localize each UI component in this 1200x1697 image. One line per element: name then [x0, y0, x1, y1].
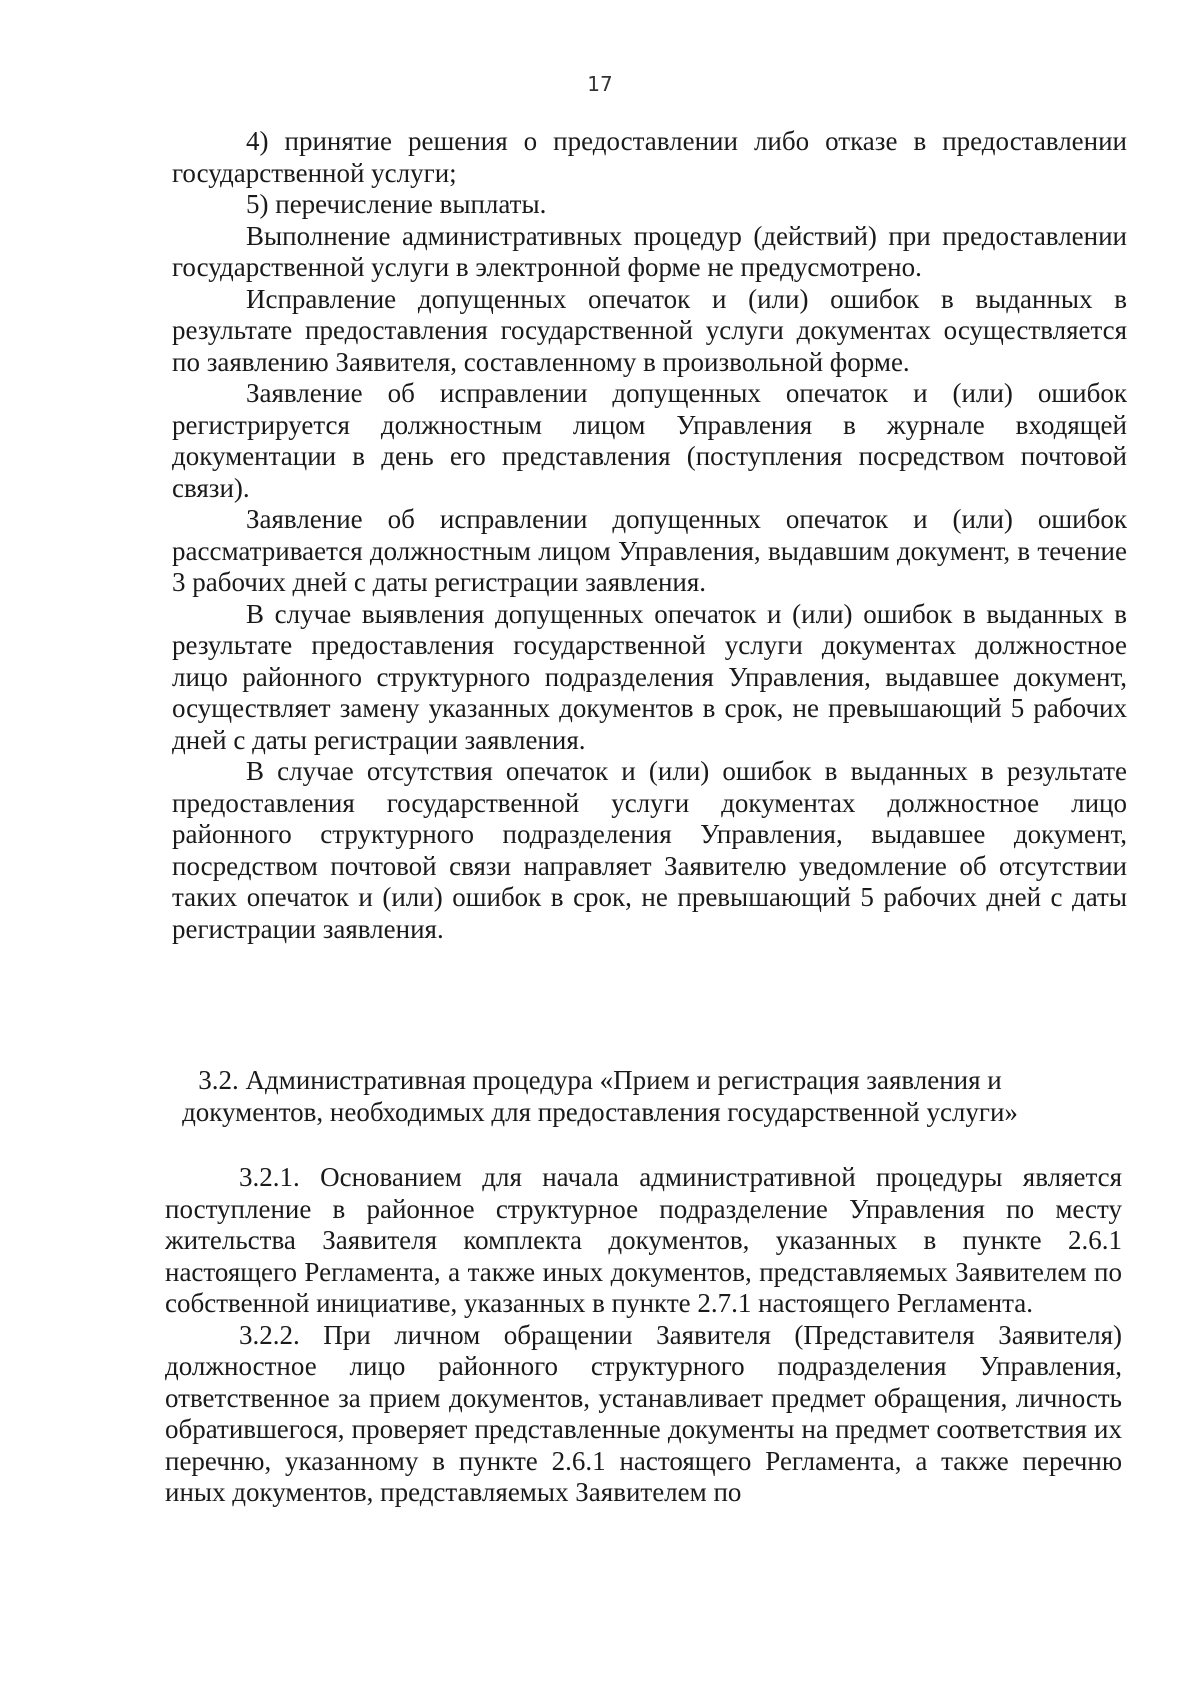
- paragraph: Выполнение административных процедур (действий) при предоставлении государственной услуги в электронной форме не предусмотрено.: [172, 220, 1127, 282]
- paragraph: Исправление допущенных опечаток и (или) ошибок в выданных в результате предоставления государственной услуги документах осуществляется по заявлению Заявителя, составленному в произвольной форме.: [172, 283, 1127, 377]
- section-continuation: [172, 126, 1127, 945]
- paragraph: 4) принятие решения о предоставлении либо отказе в предоставлении государственной услуги;: [172, 126, 1127, 188]
- paragraph: Заявление об исправлении допущенных опечаток и (или) ошибок регистрируется должностным лицом Управления в журнале входящей документации в день его представления (поступления посредством почтовой связи).: [172, 378, 1127, 503]
- page-number: 17: [587, 72, 613, 96]
- paragraph: 3.2.2. При личном обращении Заявителя (Представителя Заявителя) должностное лицо районного структурного подразделения Управления, ответственное за прием документов, устанавливает предмет обращения, личность обратившегося, проверяет представленные документы на предмет соответствия их перечню, указанному в пункте 2.6.1 настоящего Регламента, а также перечню иных документов, представляемых Заявителем по: [165, 1319, 1122, 1507]
- paragraph: В случае отсутствия опечаток и (или) ошибок в выданных в результате предоставления государственной услуги документах должностное лицо районного структурного подразделения Управления, выдавшее документ, посредством почтовой связи направляет Заявителю уведомление об отсутствии таких опечаток и (или) ошибок в срок, не превышающий 5 рабочих дней с даты регистрации заявления.: [172, 756, 1127, 944]
- heading-line: 3.2. Административная процедура «Прием и регистрация заявления и: [198, 1065, 1002, 1095]
- paragraph: Заявление об исправлении допущенных опечаток и (или) ошибок рассматривается должностным лицом Управления, выдавшим документ, в течение 3 рабочих дней с даты регистрации заявления.: [172, 504, 1127, 597]
- heading-line: документов, необходимых для предоставления государственной услуги»: [182, 1096, 1018, 1127]
- section-3-2-body: [165, 1162, 1122, 1509]
- paragraph: 5) перечисление выплаты.: [246, 189, 547, 219]
- paragraph: 3.2.1. Основанием для начала административной процедуры является поступление в районное структурное подразделение Управления по месту жительства Заявителя комплекта документов, указанных в пункте 2.6.1 настоящего Регламента, а также иных документов, представляемых Заявителем по собственной инициативе, указанных в пункте 2.7.1 настоящего Регламента.: [165, 1162, 1122, 1318]
- paragraph: В случае выявления допущенных опечаток и (или) ошибок в выданных в результате предоставления государственной услуги документах должностное лицо районного структурного подразделения Управления, выдавшее документ, осуществляет замену указанных документов в срок, не превышающий 5 рабочих дней с даты регистрации заявления.: [172, 598, 1127, 755]
- section-heading: [150, 1065, 1050, 1128]
